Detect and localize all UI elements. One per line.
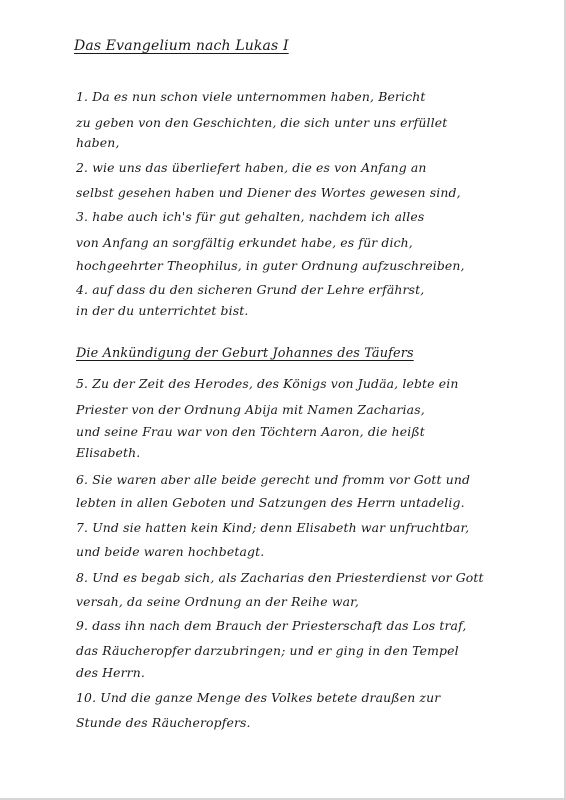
text-line: Priester von der Ordnung Abija mit Namen Zacharias, [76,402,425,417]
text-line: 10. Und die ganze Menge des Volkes betete draußen zur [76,690,441,705]
text-line: 8. Und es begab sich, als Zacharias den Priesterdienst vor Gott [76,570,484,585]
text-line: 6. Sie waren aber alle beide gerecht und fromm vor Gott und [76,472,471,487]
text-line: 1. Da es nun schon viele unternommen haben, Bericht [76,89,426,104]
text-line: hochgeehrter Theophilus, in guter Ordnung aufzuschreiben, [76,258,465,273]
text-line: Stunde des Räucheropfers. [76,715,251,730]
text-line: 3. habe auch ich's für gut gehalten, nachdem ich alles [76,209,425,224]
text-line: versah, da seine Ordnung an der Reihe war, [76,594,359,609]
text-line: 9. dass ihn nach dem Brauch der Priesterschaft das Los traf, [76,618,467,633]
text-line: 4. auf dass du den sicheren Grund der Lehre erfährst, [76,282,425,297]
text-line: 5. Zu der Zeit des Herodes, des Königs von Judäa, lebte ein [76,376,459,391]
text-line: 2. wie uns das überliefert haben, die es von Anfang an [76,160,427,175]
text-line: 7. Und sie hatten kein Kind; denn Elisabeth war unfruchtbar, [76,520,470,535]
text-line: selbst gesehen haben und Diener des Wortes gewesen sind, [76,185,461,200]
section-heading: Die Ankündigung der Geburt Johannes des Täufers [76,346,414,361]
text-line: des Herrn. [76,665,145,680]
text-line: lebten in allen Geboten und Satzungen des Herrn untadelig. [76,495,465,510]
text-line: Elisabeth. [76,445,141,460]
text-line: das Räucheropfer darzubringen; und er ging in den Tempel [76,643,459,658]
page-title: Das Evangelium nach Lukas I [74,38,289,54]
text-line: von Anfang an sorgfältig erkundet habe, es für dich, [76,235,413,250]
text-line: und beide waren hochbetagt. [76,544,265,559]
text-line: haben, [76,135,120,150]
text-line: in der du unterrichtet bist. [76,303,249,318]
text-line: zu geben von den Geschichten, die sich unter uns erfüllet [76,115,448,130]
text-line: und seine Frau war von den Töchtern Aaron, die heißt [76,424,425,439]
